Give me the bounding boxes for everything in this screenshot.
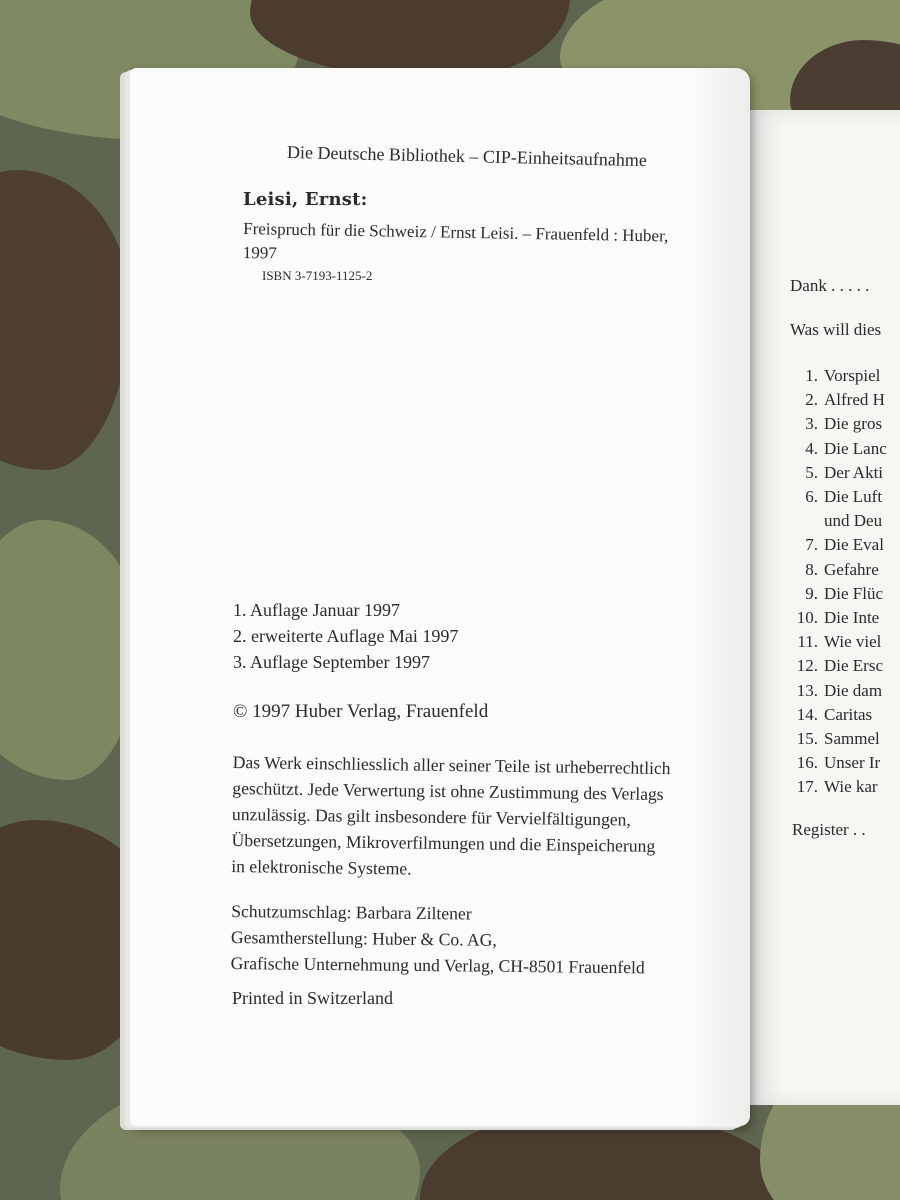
toc-entry-number: 16. (796, 753, 818, 773)
toc-register: Register . . (792, 820, 866, 839)
toc-entry-number: 1. (805, 366, 818, 385)
legal-notice (231, 749, 671, 885)
toc-entry (790, 753, 880, 773)
toc-entry (790, 705, 872, 725)
edition-line: 2. erweiterte Auflage Mai 1997 (233, 626, 459, 646)
toc-intro: Was will dies (790, 320, 882, 339)
toc-entry-title: Die Luft (824, 487, 883, 506)
toc-entry (790, 511, 882, 531)
camo-patch (0, 170, 130, 470)
toc-entry-number: 10. (796, 608, 818, 627)
copyright-notice: © 1997 Huber Verlag, Frauenfeld (233, 701, 489, 722)
toc-entry-title: Alfred H (824, 390, 885, 410)
legal-line: Übersetzungen, Mikroverfilmungen und die Einspeicherung (231, 829, 656, 856)
toc-entry-title: Vorspiel (824, 366, 881, 385)
toc-entry (790, 366, 880, 386)
toc-entry-number: 2. (805, 390, 818, 410)
toc-entry-number: 3. (805, 414, 818, 434)
credit-line: Grafische Unternehmung und Verlag, CH-8501 Frauenfeld (230, 952, 645, 978)
toc-entry (790, 439, 887, 459)
table-of-contents (790, 268, 900, 848)
toc-entry-title: Die Inte (824, 608, 880, 627)
toc-entry-number: 8. (805, 559, 818, 579)
toc-entry-number: 15. (796, 729, 818, 748)
credit-line: Gesamtherstellung: Huber & Co. AG, (230, 927, 497, 950)
toc-entry-title: Wie viel (824, 632, 882, 652)
toc-entry-title: Wie kar (824, 777, 878, 797)
cip-heading: Die Deutsche Bibliothek – CIP-Einheitsaufnahme (286, 142, 648, 171)
edition-line: 1. Auflage Januar 1997 (233, 600, 400, 620)
legal-line: unzulässig. Das gilt insbesondere für Vervielfältigungen, (231, 804, 631, 830)
toc-entry (790, 560, 879, 580)
toc-entry-number: 6. (805, 487, 818, 506)
toc-entry-title: Sammel (824, 729, 880, 748)
toc-entry-number: 14. (796, 704, 818, 724)
toc-entry (790, 535, 884, 555)
edition-line: 3. Auflage September 1997 (233, 652, 430, 672)
legal-line: in elektronische Systeme. (231, 855, 412, 879)
toc-entry-number: 13. (796, 680, 818, 700)
toc-entry-number: 17. (796, 777, 818, 797)
credit-line: Schutzumschlag: Barbara Ziltener (231, 901, 472, 924)
author-name: Leisi, Ernst: (243, 189, 368, 210)
toc-entry (790, 487, 882, 507)
toc-entry-title: Der Akti (824, 462, 884, 482)
toc-entry-title: und Deu (824, 511, 883, 531)
legal-line: geschützt. Jede Verwertung ist ohne Zustimmung des Verlags (232, 778, 664, 805)
toc-entry-number: 9. (805, 583, 818, 603)
citation-line: 1997 (242, 242, 277, 263)
isbn: ISBN 3-7193-1125-2 (262, 268, 373, 283)
toc-entry-number: 11. (797, 632, 818, 652)
toc-entry-title: Unser Ir (824, 753, 881, 773)
toc-entry (790, 463, 883, 483)
citation-line: Freispruch für die Schweiz / Ernst Leisi. – Frauenfeld : Huber, (243, 219, 669, 246)
toc-entry (790, 414, 882, 434)
toc-entry (790, 656, 883, 676)
toc-entry (790, 632, 881, 652)
toc-entry-title: Caritas (824, 704, 873, 724)
toc-entry-title: Die Eval (824, 535, 884, 555)
toc-entry-title: Die Flüc (824, 583, 884, 603)
production-credits (231, 898, 646, 980)
printed-in: Printed in Switzerland (232, 988, 393, 1008)
toc-entry-title: Gefahre (824, 559, 879, 579)
toc-entry-title: Die dam (824, 680, 883, 700)
toc-entry (790, 390, 885, 410)
camo-patch (0, 520, 140, 780)
edition-list (233, 597, 458, 675)
toc-entry (790, 729, 880, 749)
toc-entry (790, 777, 878, 797)
toc-entry-number: 4. (805, 438, 818, 458)
toc-entry (790, 584, 883, 604)
toc-entry (790, 681, 882, 701)
toc-entry-title: Die gros (824, 414, 883, 434)
legal-line: Das Werk einschliesslich aller seiner Teile ist urheberrechtlich (232, 752, 671, 779)
toc-entry-number: 12. (796, 656, 818, 676)
toc-dank: Dank . . . . . (790, 276, 870, 295)
toc-entry-title: Die Ersc (824, 656, 884, 676)
toc-entry-title: Die Lanc (824, 438, 887, 458)
citation (243, 217, 669, 272)
toc-entry-number: 7. (805, 535, 818, 555)
toc-entry-number: 5. (805, 462, 818, 482)
toc-entry (790, 608, 879, 628)
